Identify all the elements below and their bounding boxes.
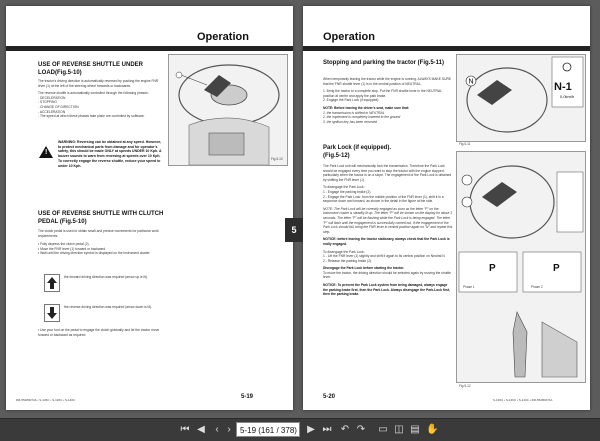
- warning-icon: !: [39, 146, 53, 158]
- list-item: 2. the implement is completely lowered to the ground: [323, 115, 401, 120]
- pdf-toolbar: [0, 418, 600, 441]
- paragraph: The reverse shuttle is automatically controlled through the following phases:: [38, 91, 149, 96]
- symbol-text: the forward driving direction was required (arrow up is lit).: [64, 275, 148, 279]
- section-title: USE OF REVERSE SHUTTLE UNDER LOAD(Fig.5-10): [38, 62, 144, 76]
- phase-label: Phase 2: [531, 285, 543, 289]
- section-title-text: Park Lock (if equipped).: [323, 145, 392, 151]
- list-item: • Fully depress the clutch pedal (2).: [38, 242, 90, 247]
- list-item: 1 - Lift the FNR lever (1) slightly and shift it again to its central position on Neutral N.: [323, 254, 446, 259]
- header-rule: [303, 46, 590, 51]
- back-history-icon[interactable]: ↶: [340, 424, 350, 435]
- forward-history-icon[interactable]: ↷: [356, 424, 366, 435]
- two-page-icon[interactable]: ◫: [394, 424, 404, 435]
- page-number: 5-19: [241, 394, 254, 400]
- section-figure-ref: (Fig.5-12): [323, 152, 350, 159]
- page-footer: RR-55280074A • S-136C • S-136C • S-140C: [16, 398, 76, 402]
- paragraph: • Use your foot on the pedal to engage the clutch gradually and let the tractor move forward or backward as required.: [38, 328, 160, 337]
- phase-label: Phase 1: [463, 285, 475, 289]
- note: NOTE: The Park Lock will be correctly engaged as soon as the letter "P" on the instrument cluster is steadily lit up. The letter "P" will be shown on the display for about 3 seconds. The letter "P" will be flashing while the Park Lock is being engaged. The letter "P" will flash until the engagement is successfully carried out. If the engagement of the Park Lock should fail, bring the FNR lever in central position again on "N" and repeat this step.: [323, 206, 453, 234]
- first-page-icon[interactable]: ⏮: [180, 424, 190, 435]
- list-item: • Move the FNR lever (1) forward or backward.: [38, 246, 107, 251]
- paragraph: The clutch pedal is used to obtain small and precise movements for particular work requirements.: [38, 229, 159, 238]
- section-title: [323, 145, 453, 160]
- forward-icon[interactable]: ›: [227, 424, 231, 435]
- last-page-icon[interactable]: ⏭: [322, 424, 332, 435]
- list-item: 1. the transmission is shifted to NEUTRAL: [323, 110, 385, 115]
- warning-text: WARNING: Reversing can be obtained at any speed. However, to protect mechanical parts from damage and for operator's safety, this should be made ONLY at speeds UNDER 10 Kph. A buzzer sounds to warn from reversing at speeds over 10 Kph. To correctly engage the reverse shuttle, reduce your speed to under 10 Kph.: [58, 140, 162, 168]
- header-rule: [6, 46, 293, 51]
- paragraph: To disengage the Park Lock:: [323, 249, 365, 254]
- display-gear-text: N-1: [554, 81, 572, 93]
- park-letter: P: [489, 263, 496, 274]
- notice: NOTICE: before leaving the tractor stationary, always check that the Park Lock is really engaged.: [323, 237, 450, 246]
- forward-symbol-icon: [44, 274, 60, 292]
- paragraph: To disengage the Park Lock:: [323, 185, 365, 190]
- chapter-tab: 5: [285, 218, 303, 242]
- paragraph: The tractor's driving direction is automatically reversed by pushing the engine FNR lever (1) at the left of the steering wheel forwards or backwards.: [38, 79, 159, 88]
- figure-5-10: [168, 54, 288, 166]
- note: NOTE: Before leaving the driver's seat, make sure that:: [323, 105, 410, 110]
- section-text: [323, 77, 453, 124]
- section-title: Stopping and parking the tractor (Fig.5-11): [323, 60, 445, 66]
- paragraph: To move the tractor, the driving direction should be selected again by moving the shuttle lever.: [323, 270, 451, 280]
- section-title: USE OF REVERSE SHUTTLE WITH CLUTCH PEDAL (Fig.5-10): [38, 211, 164, 225]
- list-item: 1 - Engage the parking brake (2).: [323, 189, 372, 194]
- page-footer: S-136C • S-136C • S-140C • RR-55280074A: [493, 398, 553, 402]
- page-number-input[interactable]: 5-19 (161 / 378): [236, 422, 300, 437]
- continuous-icon[interactable]: ▤: [410, 424, 420, 435]
- right-page: [303, 6, 590, 410]
- figure-label: Fig.5-10: [271, 157, 283, 161]
- notice: NOTICE: To prevent the Park Lock system from being damaged, always engage the parking brake first, then the Park Lock. Always disengage the Park-Lock first, then the parking brake.: [323, 283, 451, 297]
- section-text: [38, 229, 168, 256]
- park-letter: P: [553, 263, 560, 274]
- list-item: - CHANGE OF DIRECTION: [38, 104, 79, 109]
- list-item: - DECELERATION: [38, 95, 66, 100]
- subheading: Disengage the Park Lock before starting the tractor.: [323, 266, 405, 271]
- symbol-text: the reverse driving direction was required (arrow down is lit).: [64, 305, 152, 309]
- list-item: 2 - Release the parking brake (2).: [323, 258, 373, 263]
- fit-page-icon[interactable]: ▭: [378, 424, 388, 435]
- paragraph: When temporarily leaving the tractor while the engine is running, ALWAYS MAKE SURE that the FNR shuttle lever (1) is in the central position of NEUTRAL.: [323, 77, 452, 86]
- section-text: [38, 79, 163, 119]
- svg-text:N: N: [468, 78, 474, 86]
- next-page-icon[interactable]: ▶: [307, 424, 315, 435]
- figure-label: Fig.5-11: [459, 142, 471, 146]
- list-item: 1. Bring the tractor to a complete stop. Put the FNR shuttle lever in the NEUTRAL position at centre and apply the park brake.: [323, 89, 442, 98]
- page-header: Operation: [323, 31, 375, 43]
- display-speed-text: 0,0km/h: [560, 94, 575, 99]
- list-item: - ACCELERATION: [38, 109, 66, 114]
- back-icon[interactable]: ‹: [215, 424, 219, 435]
- list-item: 2 - Engage the Park Lock: from the middle position of the FNR lever (1), shift it in a sequence down and forward, as shown in the detail in the figure at the side.: [323, 194, 444, 204]
- section-text: [323, 164, 453, 297]
- figure-5-12: [456, 151, 586, 383]
- hand-tool-icon[interactable]: ✋: [426, 424, 439, 435]
- list-item: 2. Engage the Park Lock (if equipped).: [323, 98, 380, 103]
- list-item: - The speed at which these phases take place are controlled by software.: [38, 114, 145, 119]
- steering-illustration: [169, 55, 287, 165]
- park-lock-illustration: [457, 152, 585, 382]
- page-header: Operation: [197, 31, 249, 43]
- list-item: • Wait until the driving direction symbol is displayed on the instrument cluster:: [38, 251, 151, 256]
- reverse-symbol-icon: [44, 304, 60, 322]
- paragraph: The Park Lock unit will mechanically lock the transmission. Therefore the Park Lock should be engaged every time you want to stop the tractor with the engine stopped, particularly when the tractor is on a slope. The engagement of the Park Lock is obtained by shifting the FNR lever (1).: [323, 164, 452, 182]
- list-item: 3. the ignition key has been removed: [323, 119, 377, 124]
- previous-page-icon[interactable]: ◀: [197, 424, 205, 435]
- list-item: - STOPPING: [38, 100, 57, 105]
- figure-label: Fig.5-12: [459, 384, 471, 388]
- left-page: [6, 6, 293, 410]
- page-number: 5-20: [323, 394, 336, 400]
